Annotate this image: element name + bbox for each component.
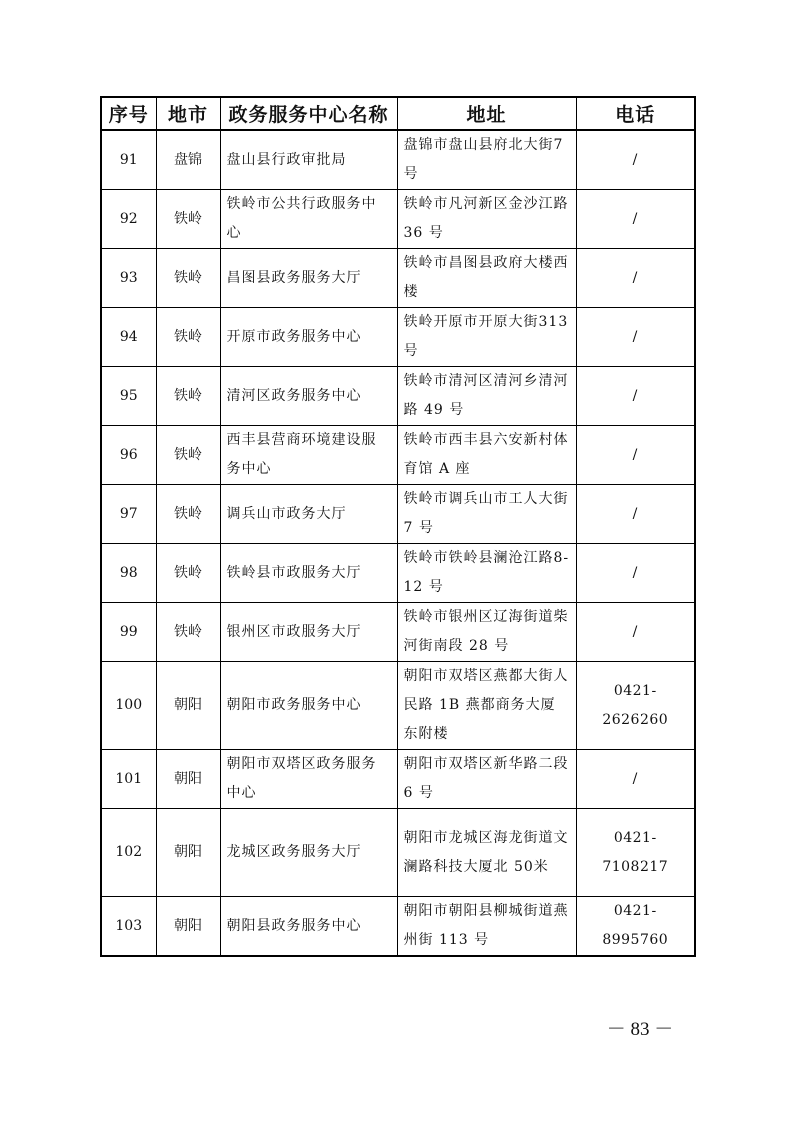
table-row <box>101 130 695 190</box>
header-phone: 电话 <box>576 97 695 130</box>
table-header-row <box>101 97 695 130</box>
cell-address: 盘锦市盘山县府北大街7号 <box>397 130 576 190</box>
cell-city: 铁岭 <box>156 603 220 662</box>
cell-phone: 0421-2626260 <box>576 662 695 750</box>
cell-center-name: 铁岭市公共行政服务中心 <box>220 190 397 249</box>
cell-phone: / <box>576 308 695 367</box>
cell-serial-number: 100 <box>101 662 156 750</box>
cell-serial-number: 99 <box>101 603 156 662</box>
page-number: － 83 － <box>606 1019 674 1040</box>
cell-serial-number: 95 <box>101 367 156 426</box>
cell-phone: / <box>576 367 695 426</box>
cell-address: 朝阳市龙城区海龙街道文澜路科技大厦北 50米 <box>397 809 576 897</box>
cell-center-name: 昌图县政务服务大厅 <box>220 249 397 308</box>
cell-phone: 0421-8995760 <box>576 897 695 957</box>
cell-city: 朝阳 <box>156 662 220 750</box>
cell-city: 铁岭 <box>156 367 220 426</box>
cell-serial-number: 102 <box>101 809 156 897</box>
cell-city: 铁岭 <box>156 190 220 249</box>
table-row <box>101 426 695 485</box>
cell-serial-number: 94 <box>101 308 156 367</box>
table-row <box>101 367 695 426</box>
table-row <box>101 897 695 957</box>
cell-phone: / <box>576 249 695 308</box>
table-row <box>101 750 695 809</box>
cell-center-name: 铁岭县市政服务大厅 <box>220 544 397 603</box>
cell-city: 盘锦 <box>156 130 220 190</box>
cell-phone: 0421-7108217 <box>576 809 695 897</box>
header-center-name: 政务服务中心名称 <box>220 97 397 130</box>
cell-city: 铁岭 <box>156 426 220 485</box>
cell-city: 朝阳 <box>156 809 220 897</box>
table-row <box>101 544 695 603</box>
service-center-table-container <box>100 96 694 957</box>
cell-serial-number: 98 <box>101 544 156 603</box>
table-row <box>101 249 695 308</box>
cell-city: 铁岭 <box>156 544 220 603</box>
header-city: 地市 <box>156 97 220 130</box>
cell-serial-number: 93 <box>101 249 156 308</box>
cell-city: 朝阳 <box>156 750 220 809</box>
cell-serial-number: 101 <box>101 750 156 809</box>
table-row <box>101 603 695 662</box>
header-address: 地址 <box>397 97 576 130</box>
cell-phone: / <box>576 603 695 662</box>
cell-serial-number: 103 <box>101 897 156 957</box>
cell-city: 铁岭 <box>156 308 220 367</box>
cell-phone: / <box>576 130 695 190</box>
cell-city: 朝阳 <box>156 897 220 957</box>
cell-center-name: 西丰县营商环境建设服务中心 <box>220 426 397 485</box>
cell-phone: / <box>576 485 695 544</box>
cell-phone: / <box>576 426 695 485</box>
table-row <box>101 308 695 367</box>
table-row <box>101 485 695 544</box>
cell-address: 铁岭市调兵山市工人大街 7 号 <box>397 485 576 544</box>
cell-address: 朝阳市双塔区新华路二段 6 号 <box>397 750 576 809</box>
service-center-table <box>100 96 696 957</box>
cell-address: 铁岭市清河区清河乡清河路 49 号 <box>397 367 576 426</box>
cell-center-name: 清河区政务服务中心 <box>220 367 397 426</box>
table-row <box>101 662 695 750</box>
cell-address: 铁岭市昌图县政府大楼西楼 <box>397 249 576 308</box>
cell-center-name: 调兵山市政务大厅 <box>220 485 397 544</box>
cell-address: 朝阳市双塔区燕都大街人民路 1B 燕都商务大厦东附楼 <box>397 662 576 750</box>
cell-serial-number: 97 <box>101 485 156 544</box>
cell-center-name: 盘山县行政审批局 <box>220 130 397 190</box>
header-serial-number: 序号 <box>101 97 156 130</box>
cell-city: 铁岭 <box>156 485 220 544</box>
cell-center-name: 开原市政务服务中心 <box>220 308 397 367</box>
cell-address: 朝阳市朝阳县柳城街道燕州街 113 号 <box>397 897 576 957</box>
cell-center-name: 龙城区政务服务大厅 <box>220 809 397 897</box>
cell-serial-number: 91 <box>101 130 156 190</box>
cell-center-name: 朝阳县政务服务中心 <box>220 897 397 957</box>
cell-address: 铁岭市铁岭县澜沧江路8-12 号 <box>397 544 576 603</box>
cell-city: 铁岭 <box>156 249 220 308</box>
cell-serial-number: 96 <box>101 426 156 485</box>
cell-phone: / <box>576 544 695 603</box>
table-row <box>101 190 695 249</box>
cell-phone: / <box>576 190 695 249</box>
table-row <box>101 809 695 897</box>
cell-address: 铁岭市西丰县六安新村体育馆 A 座 <box>397 426 576 485</box>
cell-center-name: 朝阳市双塔区政务服务中心 <box>220 750 397 809</box>
cell-center-name: 朝阳市政务服务中心 <box>220 662 397 750</box>
cell-address: 铁岭市凡河新区金沙江路 36 号 <box>397 190 576 249</box>
cell-address: 铁岭市银州区辽海街道柴河街南段 28 号 <box>397 603 576 662</box>
cell-center-name: 银州区市政服务大厅 <box>220 603 397 662</box>
cell-phone: / <box>576 750 695 809</box>
cell-serial-number: 92 <box>101 190 156 249</box>
cell-address: 铁岭开原市开原大街313 号 <box>397 308 576 367</box>
